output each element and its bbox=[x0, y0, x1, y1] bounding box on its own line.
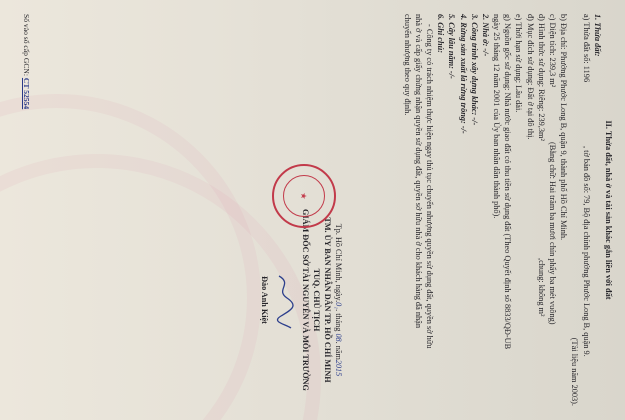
handwritten-signature bbox=[273, 270, 297, 330]
signer-name: Đào Anh Kiệt bbox=[260, 276, 270, 324]
place-date-line bbox=[332, 200, 343, 400]
official-seal: ★ bbox=[272, 164, 336, 228]
month-text: . tháng bbox=[334, 309, 343, 332]
parcel-line bbox=[579, 14, 590, 406]
certificate-page bbox=[3, 4, 621, 416]
usage-private: d) Hình thức sử dụng: Riêng: 239,3m² bbox=[536, 14, 546, 141]
map-sheet: , tờ bản đồ số: 79, Bộ địa chính phường Phước Long B, quận 9. bbox=[581, 146, 591, 357]
year-handwritten: 2015 bbox=[334, 359, 343, 377]
area-line bbox=[546, 14, 557, 406]
address: b) Địa chỉ: Phường Phước Long B, quận 9, thành phố Hồ Chí Minh. bbox=[559, 14, 569, 241]
section-1-title: 1. Thửa đất: bbox=[592, 14, 602, 57]
usage-form-line bbox=[535, 14, 546, 406]
signature-block bbox=[258, 200, 343, 400]
parcel-number: a) Thửa đất số: 1196 bbox=[581, 14, 591, 83]
section-heading: II. Thửa đất, nhà ở và tài sản khác gắn liền với đất bbox=[604, 120, 613, 300]
land-duration: e) Thời hạn sử dụng: Lâu dài. bbox=[514, 14, 524, 113]
month-handwritten: 08 bbox=[334, 333, 343, 342]
map-year: (Tài liệu năm 2003). bbox=[570, 337, 580, 406]
section-6-notes-title: 6. Ghi chú: bbox=[436, 14, 446, 53]
place-date-text: Tp. Hồ Chí Minh, ngày. bbox=[334, 223, 343, 303]
register-number: CT 52554 bbox=[22, 77, 31, 110]
area-value: c) Diện tích: 239,3 m² bbox=[548, 14, 558, 88]
usage-common: ,chung: không m² bbox=[536, 258, 546, 317]
year-text: . năm bbox=[334, 341, 343, 360]
day-handwritten: 0₁ bbox=[334, 302, 343, 310]
land-purpose: đ) Mục đích sử dụng: Đất ở tại đô thị. bbox=[525, 14, 535, 140]
signatory-authority: TUQ. CHỦ TỊCH bbox=[312, 268, 321, 332]
map-year-line bbox=[568, 14, 579, 406]
note-line-3: chuyển nhượng theo quy định. bbox=[402, 14, 412, 116]
section-3-other-works: 3. Công trình xây dựng khác: -/- bbox=[469, 14, 479, 126]
register-number-line bbox=[17, 14, 31, 214]
land-origin-continued: ngày 25 tháng 12 năm 2001 của Ủy ban nhân dân thành phố). bbox=[492, 14, 502, 219]
note-line-1: - Công ty có trách nhiệm thực hiện ngay thủ tục chuyển nhượng quyền sử dụng đất, quyền sở hữu bbox=[425, 24, 434, 349]
section-5-perennial-trees: 5. Cây lâu năm: -/- bbox=[447, 14, 457, 79]
area-in-words: (Bằng chữ: Hai trăm ba mươi chín phẩy ba mét vuông) bbox=[548, 142, 558, 325]
land-origin: g) Nguồn gốc sử dụng: Nhà nước giao đất có thu tiền sử dụng đất (Theo Quyết định số 8833/QĐ-UB bbox=[503, 14, 513, 350]
signatory-org: TM. ỦY BAN NHÂN DÂN TP. HỒ CHÍ MINH bbox=[323, 217, 332, 383]
section-4-forest: 4. Rừng sản xuất là rừng trồng: -/- bbox=[458, 14, 468, 134]
note-line-2: nhà ở và cấp giấy chứng nhận quyền sử dụng đất, quyền sở hữu nhà ở cho khách hàng đã nhận bbox=[413, 14, 423, 328]
section-2-house: 2. Nhà ở: -/- bbox=[480, 14, 490, 57]
signatory-title: GIÁM ĐỐC SỞ TÀI NGUYÊN VÀ MÔI TRƯỜNG bbox=[301, 209, 310, 391]
register-label: Số vào sổ cấp GCN: bbox=[22, 14, 31, 77]
